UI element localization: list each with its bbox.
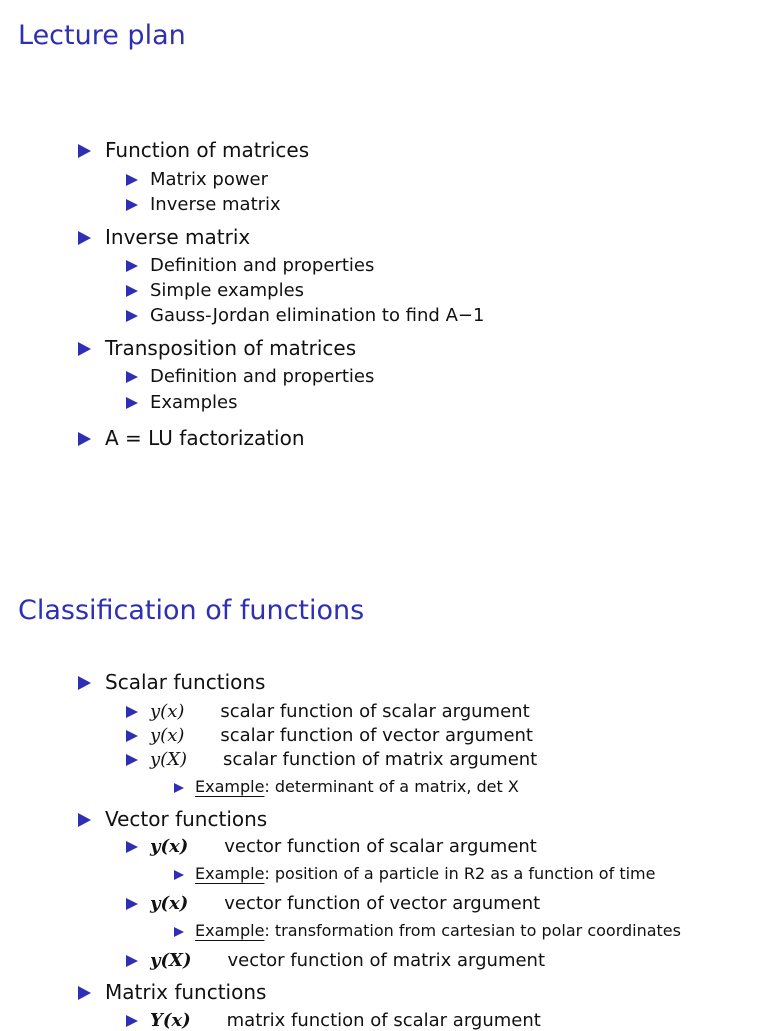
plan-item-label: Function of matrices xyxy=(105,138,310,162)
class-item-label: Scalar functions xyxy=(105,670,266,694)
example-text: : position of a particle in R2 as a function of time xyxy=(264,864,656,883)
function-description: vector function of matrix argument xyxy=(227,950,546,971)
plan-item-transposition xyxy=(78,338,356,358)
plan-subitem-label: Simple examples xyxy=(150,280,305,301)
plan-subitem-definition xyxy=(126,257,374,275)
bullet-triangle-icon xyxy=(174,870,184,880)
bullet-triangle-icon xyxy=(126,397,138,409)
bullet-triangle-icon xyxy=(126,706,138,718)
scalar-of-vector xyxy=(126,727,533,745)
function-description: vector function of scalar argument xyxy=(224,836,537,857)
math-expression: y(X) xyxy=(150,950,192,971)
vector-of-matrix xyxy=(126,952,545,970)
slide-title-lecture-plan: Lecture plan xyxy=(18,20,186,51)
example-label: Example xyxy=(195,864,265,883)
class-item-label: Vector functions xyxy=(105,807,268,831)
bullet-triangle-icon xyxy=(78,432,91,446)
scalar-example xyxy=(174,779,519,795)
bullet-triangle-icon xyxy=(126,841,138,853)
matrix-of-scalar xyxy=(126,1012,541,1030)
bullet-triangle-icon xyxy=(126,174,138,186)
plan-subitem-label: Definition and properties xyxy=(150,366,375,387)
plan-item-function-of-matrices xyxy=(78,140,309,160)
plan-subitem-definition-2 xyxy=(126,368,374,386)
bullet-triangle-icon xyxy=(78,342,91,356)
plan-subitem-label: Gauss-Jordan elimination to find A−1 xyxy=(150,305,485,326)
bullet-triangle-icon xyxy=(126,285,138,297)
bullet-triangle-icon xyxy=(78,676,91,690)
vector-of-vector xyxy=(126,895,540,913)
vector-example-particle xyxy=(174,866,655,882)
example-text: : transformation from cartesian to polar coordinates xyxy=(264,921,681,940)
example-text: : determinant of a matrix, det X xyxy=(264,777,519,796)
bullet-triangle-icon xyxy=(78,986,91,1000)
class-item-vector-functions xyxy=(78,809,267,829)
plan-subitem-matrix-power xyxy=(126,171,268,189)
bullet-triangle-icon xyxy=(126,310,138,322)
plan-subitem-examples xyxy=(126,394,237,412)
bullet-triangle-icon xyxy=(126,371,138,383)
vector-of-scalar xyxy=(126,838,537,856)
scalar-of-matrix xyxy=(126,751,537,769)
bullet-triangle-icon xyxy=(78,813,91,827)
scalar-of-scalar xyxy=(126,703,530,721)
bullet-triangle-icon xyxy=(126,898,138,910)
class-item-scalar-functions xyxy=(78,672,265,692)
bullet-triangle-icon xyxy=(126,260,138,272)
bullet-triangle-icon xyxy=(174,927,184,937)
math-expression: y(x) xyxy=(150,725,185,746)
bullet-triangle-icon xyxy=(126,955,138,967)
plan-item-label: Transposition of matrices xyxy=(105,336,357,360)
vector-example-polar xyxy=(174,923,681,939)
function-description: scalar function of scalar argument xyxy=(220,701,530,722)
plan-subitem-label: Inverse matrix xyxy=(150,194,281,215)
bullet-triangle-icon xyxy=(78,231,91,245)
class-item-label: Matrix functions xyxy=(105,980,267,1004)
math-expression: y(x) xyxy=(150,893,189,914)
function-description: scalar function of matrix argument xyxy=(223,749,538,770)
function-description: matrix function of scalar argument xyxy=(226,1010,541,1031)
slide-title-classification: Classification of functions xyxy=(18,595,365,626)
plan-item-inverse-matrix xyxy=(78,227,250,247)
plan-item-lu-factorization xyxy=(78,428,305,448)
bullet-triangle-icon xyxy=(78,144,91,158)
math-expression: y(x) xyxy=(150,701,185,722)
math-expression: y(X) xyxy=(150,749,188,770)
plan-subitem-label: Matrix power xyxy=(150,169,269,190)
plan-subitem-inverse-matrix xyxy=(126,196,281,214)
example-label: Example xyxy=(195,777,265,796)
bullet-triangle-icon xyxy=(174,783,184,793)
function-description: vector function of vector argument xyxy=(224,893,541,914)
bullet-triangle-icon xyxy=(126,199,138,211)
math-expression: Y(x) xyxy=(150,1010,191,1031)
plan-subitem-label: Definition and properties xyxy=(150,255,375,276)
plan-subitem-gauss-jordan xyxy=(126,307,484,325)
class-item-matrix-functions xyxy=(78,982,266,1002)
bullet-triangle-icon xyxy=(126,1015,138,1027)
plan-subitem-label: Examples xyxy=(150,392,238,413)
plan-item-label: A = LU factorization xyxy=(105,426,305,450)
example-label: Example xyxy=(195,921,265,940)
plan-subitem-simple-examples xyxy=(126,282,304,300)
function-description: scalar function of vector argument xyxy=(220,725,533,746)
plan-item-label: Inverse matrix xyxy=(105,225,251,249)
bullet-triangle-icon xyxy=(126,754,138,766)
math-expression: y(x) xyxy=(150,836,189,857)
bullet-triangle-icon xyxy=(126,730,138,742)
